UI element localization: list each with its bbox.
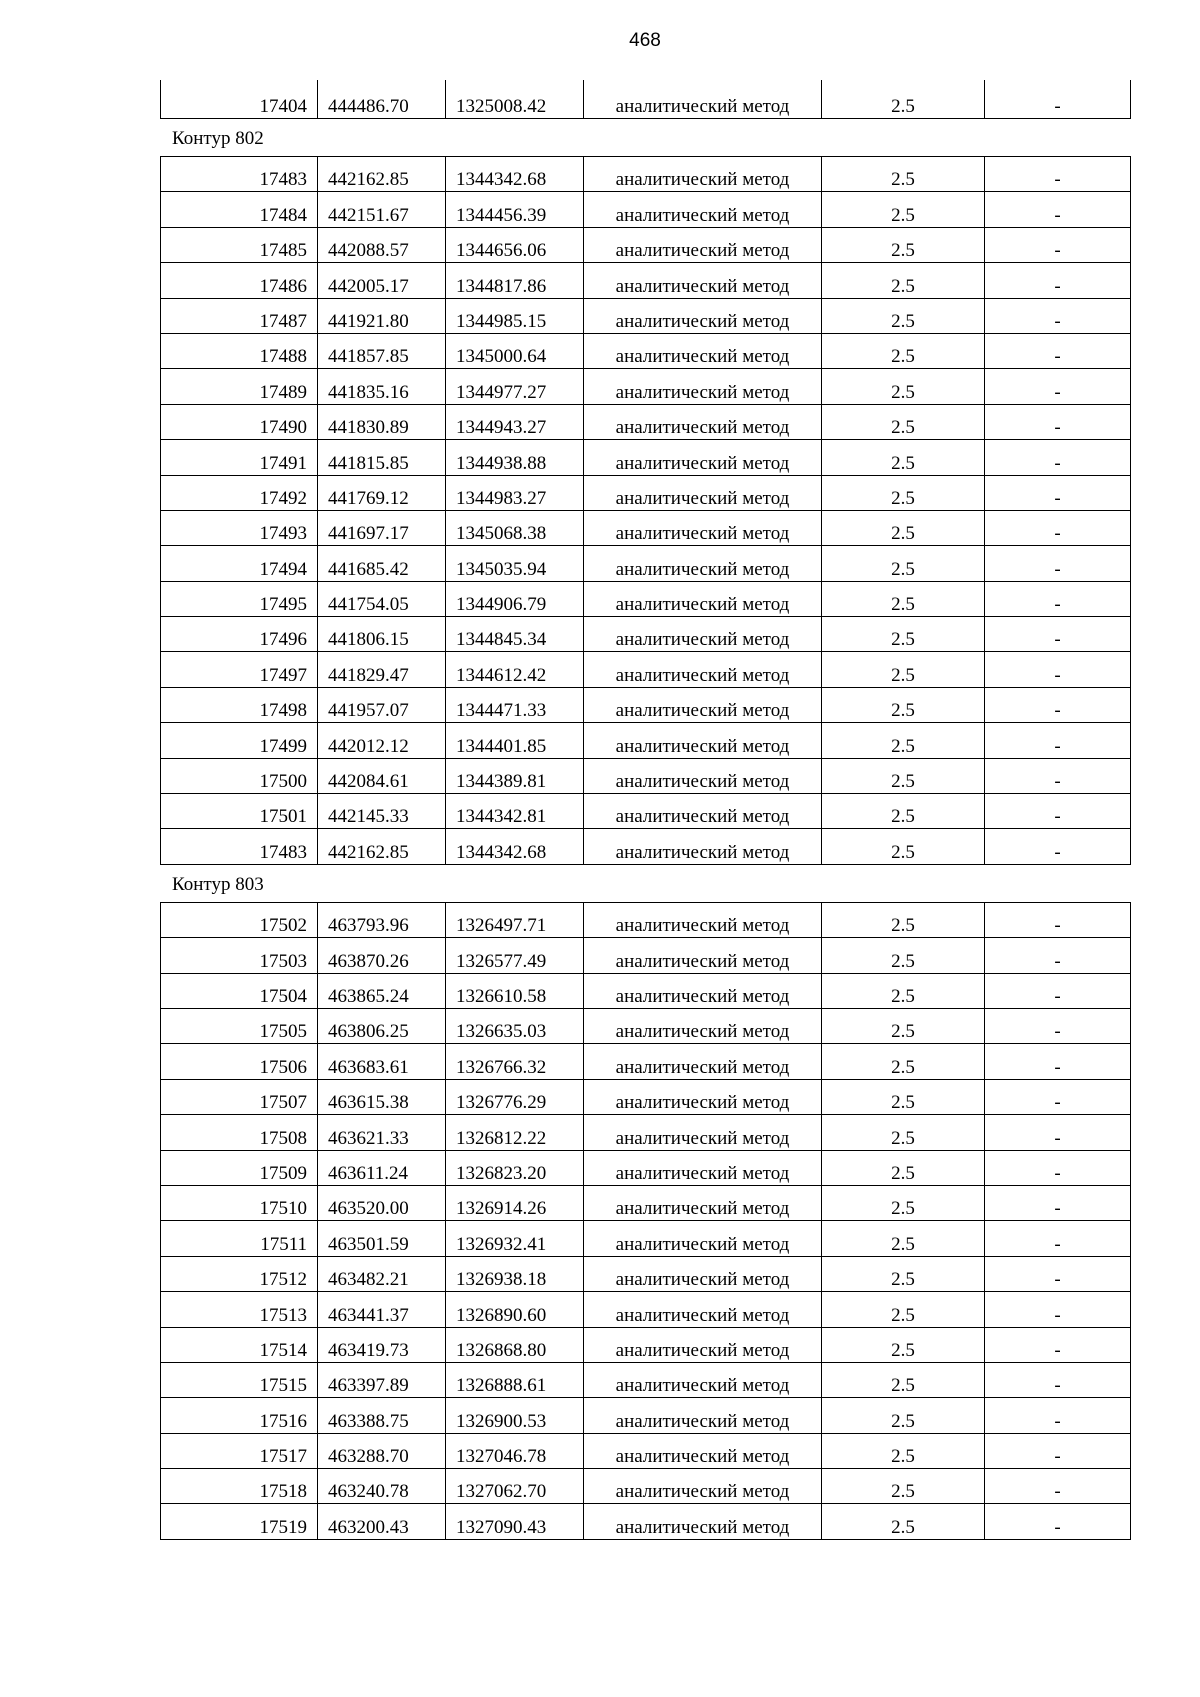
method-cell: аналитический метод <box>584 652 822 687</box>
x-coordinate-cell: 441830.89 <box>318 404 446 439</box>
accuracy-cell: 2.5 <box>822 1469 985 1504</box>
table-row <box>161 80 1131 119</box>
method-cell: аналитический метод <box>584 1079 822 1114</box>
description-cell: - <box>985 1398 1131 1433</box>
y-coordinate-cell: 1326577.49 <box>446 938 584 973</box>
point-number-cell: 17508 <box>161 1115 318 1150</box>
table-row <box>161 192 1131 227</box>
y-coordinate-cell: 1344342.81 <box>446 794 584 829</box>
accuracy-cell: 2.5 <box>822 1079 985 1114</box>
x-coordinate-cell: 441957.07 <box>318 687 446 722</box>
y-coordinate-cell: 1326610.58 <box>446 973 584 1008</box>
y-coordinate-cell: 1326766.32 <box>446 1044 584 1079</box>
method-cell: аналитический метод <box>584 687 822 722</box>
point-number-cell: 17503 <box>161 938 318 973</box>
accuracy-cell: 2.5 <box>822 475 985 510</box>
point-number-cell: 17483 <box>161 829 318 864</box>
point-number-cell: 17509 <box>161 1150 318 1185</box>
accuracy-cell: 2.5 <box>822 1398 985 1433</box>
x-coordinate-cell: 463520.00 <box>318 1185 446 1220</box>
accuracy-cell: 2.5 <box>822 510 985 545</box>
y-coordinate-cell: 1344656.06 <box>446 227 584 262</box>
description-cell: - <box>985 1044 1131 1079</box>
method-cell: аналитический метод <box>584 440 822 475</box>
point-number-cell: 17515 <box>161 1362 318 1397</box>
x-coordinate-cell: 442162.85 <box>318 157 446 192</box>
accuracy-cell: 2.5 <box>822 263 985 298</box>
description-cell: - <box>985 440 1131 475</box>
accuracy-cell: 2.5 <box>822 1185 985 1220</box>
table-row <box>161 1256 1131 1291</box>
point-number-cell: 17490 <box>161 404 318 439</box>
table-row <box>161 1079 1131 1114</box>
point-number-cell: 17493 <box>161 510 318 545</box>
point-number-cell: 17500 <box>161 758 318 793</box>
contour-title: Контур 803 <box>172 873 264 895</box>
contour-table <box>160 156 1131 865</box>
y-coordinate-cell: 1344985.15 <box>446 298 584 333</box>
contour-title: Контур 802 <box>172 128 264 149</box>
accuracy-cell: 2.5 <box>822 758 985 793</box>
point-number-cell: 17512 <box>161 1256 318 1291</box>
y-coordinate-cell: 1326938.18 <box>446 1256 584 1291</box>
table-row <box>161 687 1131 722</box>
y-coordinate-cell: 1344817.86 <box>446 263 584 298</box>
description-cell: - <box>985 80 1131 119</box>
description-cell: - <box>985 1362 1131 1397</box>
table-row <box>161 263 1131 298</box>
method-cell: аналитический метод <box>584 1044 822 1079</box>
y-coordinate-cell: 1326900.53 <box>446 1398 584 1433</box>
x-coordinate-cell: 463611.24 <box>318 1150 446 1185</box>
accuracy-cell: 2.5 <box>822 723 985 758</box>
accuracy-cell: 2.5 <box>822 1150 985 1185</box>
table-row <box>161 938 1131 973</box>
point-number-cell: 17514 <box>161 1327 318 1362</box>
description-cell: - <box>985 1221 1131 1256</box>
description-cell: - <box>985 723 1131 758</box>
method-cell: аналитический метод <box>584 1221 822 1256</box>
contours <box>160 119 1074 1540</box>
method-cell: аналитический метод <box>584 723 822 758</box>
point-number-cell: 17517 <box>161 1433 318 1468</box>
point-number-cell: 17505 <box>161 1008 318 1043</box>
accuracy-cell: 2.5 <box>822 687 985 722</box>
point-number-cell: 17498 <box>161 687 318 722</box>
point-number-cell: 17516 <box>161 1398 318 1433</box>
table-row <box>161 758 1131 793</box>
description-cell: - <box>985 1469 1131 1504</box>
method-cell: аналитический метод <box>584 1398 822 1433</box>
method-cell: аналитический метод <box>584 938 822 973</box>
point-number-cell: 17499 <box>161 723 318 758</box>
accuracy-cell: 2.5 <box>822 794 985 829</box>
table-row <box>161 1115 1131 1150</box>
method-cell: аналитический метод <box>584 546 822 581</box>
y-coordinate-cell: 1325008.42 <box>446 80 584 119</box>
y-coordinate-cell: 1344389.81 <box>446 758 584 793</box>
table-row <box>161 369 1131 404</box>
point-number-cell: 17519 <box>161 1504 318 1539</box>
accuracy-cell: 2.5 <box>822 1115 985 1150</box>
x-coordinate-cell: 441697.17 <box>318 510 446 545</box>
table-row <box>161 1292 1131 1327</box>
point-number-cell: 17483 <box>161 157 318 192</box>
x-coordinate-cell: 463501.59 <box>318 1221 446 1256</box>
table-row <box>161 157 1131 192</box>
point-number-cell: 17484 <box>161 192 318 227</box>
method-cell: аналитический метод <box>584 157 822 192</box>
point-number-cell: 17487 <box>161 298 318 333</box>
method-cell: аналитический метод <box>584 1008 822 1043</box>
description-cell: - <box>985 510 1131 545</box>
method-cell: аналитический метод <box>584 902 822 937</box>
method-cell: аналитический метод <box>584 581 822 616</box>
description-cell: - <box>985 227 1131 262</box>
point-number-cell: 17507 <box>161 1079 318 1114</box>
accuracy-cell: 2.5 <box>822 440 985 475</box>
method-cell: аналитический метод <box>584 404 822 439</box>
y-coordinate-cell: 1326497.71 <box>446 902 584 937</box>
method-cell: аналитический метод <box>584 1362 822 1397</box>
y-coordinate-cell: 1344906.79 <box>446 581 584 616</box>
table-row <box>161 581 1131 616</box>
y-coordinate-cell: 1345000.64 <box>446 333 584 368</box>
x-coordinate-cell: 442012.12 <box>318 723 446 758</box>
page-number: 468 <box>629 30 661 51</box>
accuracy-cell: 2.5 <box>822 369 985 404</box>
point-number-cell: 17518 <box>161 1469 318 1504</box>
description-cell: - <box>985 1008 1131 1043</box>
accuracy-cell: 2.5 <box>822 581 985 616</box>
accuracy-cell: 2.5 <box>822 652 985 687</box>
accuracy-cell: 2.5 <box>822 157 985 192</box>
table-row <box>161 546 1131 581</box>
table-row <box>161 829 1131 864</box>
method-cell: аналитический метод <box>584 794 822 829</box>
method-cell: аналитический метод <box>584 263 822 298</box>
method-cell: аналитический метод <box>584 475 822 510</box>
accuracy-cell: 2.5 <box>822 1433 985 1468</box>
x-coordinate-cell: 463683.61 <box>318 1044 446 1079</box>
point-number-cell: 17511 <box>161 1221 318 1256</box>
accuracy-cell: 2.5 <box>822 902 985 937</box>
x-coordinate-cell: 441769.12 <box>318 475 446 510</box>
y-coordinate-cell: 1326868.80 <box>446 1327 584 1362</box>
description-cell: - <box>985 333 1131 368</box>
method-cell: аналитический метод <box>584 1150 822 1185</box>
table-row <box>161 723 1131 758</box>
table-row <box>161 1469 1131 1504</box>
accuracy-cell: 2.5 <box>822 1504 985 1539</box>
table-row <box>161 1044 1131 1079</box>
method-cell: аналитический метод <box>584 758 822 793</box>
x-coordinate-cell: 463240.78 <box>318 1469 446 1504</box>
table-row <box>161 298 1131 333</box>
x-coordinate-cell: 463397.89 <box>318 1362 446 1397</box>
y-coordinate-cell: 1326914.26 <box>446 1185 584 1220</box>
accuracy-cell: 2.5 <box>822 333 985 368</box>
y-coordinate-cell: 1344342.68 <box>446 157 584 192</box>
description-cell: - <box>985 687 1131 722</box>
x-coordinate-cell: 463441.37 <box>318 1292 446 1327</box>
table-row <box>161 404 1131 439</box>
y-coordinate-cell: 1327090.43 <box>446 1504 584 1539</box>
x-coordinate-cell: 441685.42 <box>318 546 446 581</box>
description-cell: - <box>985 369 1131 404</box>
method-cell: аналитический метод <box>584 1115 822 1150</box>
x-coordinate-cell: 442088.57 <box>318 227 446 262</box>
description-cell: - <box>985 1504 1131 1539</box>
y-coordinate-cell: 1344471.33 <box>446 687 584 722</box>
method-cell: аналитический метод <box>584 617 822 652</box>
x-coordinate-cell: 463865.24 <box>318 973 446 1008</box>
table-row <box>161 902 1131 937</box>
accuracy-cell: 2.5 <box>822 1044 985 1079</box>
method-cell: аналитический метод <box>584 973 822 1008</box>
description-cell: - <box>985 263 1131 298</box>
method-cell: аналитический метод <box>584 1327 822 1362</box>
description-cell: - <box>985 1256 1131 1291</box>
y-coordinate-cell: 1326812.22 <box>446 1115 584 1150</box>
table-row <box>161 617 1131 652</box>
y-coordinate-cell: 1345035.94 <box>446 546 584 581</box>
y-coordinate-cell: 1327046.78 <box>446 1433 584 1468</box>
x-coordinate-cell: 442162.85 <box>318 829 446 864</box>
table-row <box>161 1221 1131 1256</box>
accuracy-cell: 2.5 <box>822 938 985 973</box>
description-cell: - <box>985 475 1131 510</box>
method-cell: аналитический метод <box>584 192 822 227</box>
y-coordinate-cell: 1344943.27 <box>446 404 584 439</box>
accuracy-cell: 2.5 <box>822 227 985 262</box>
table-row <box>161 794 1131 829</box>
x-coordinate-cell: 444486.70 <box>318 80 446 119</box>
method-cell: аналитический метод <box>584 369 822 404</box>
description-cell: - <box>985 192 1131 227</box>
table-row <box>161 333 1131 368</box>
first-row-body <box>161 80 1131 119</box>
coordinates-document <box>160 80 1074 1540</box>
point-number-cell: 17513 <box>161 1292 318 1327</box>
description-cell: - <box>985 298 1131 333</box>
point-number-cell: 17497 <box>161 652 318 687</box>
point-number-cell: 17404 <box>161 80 318 119</box>
point-number-cell: 17486 <box>161 263 318 298</box>
y-coordinate-cell: 1326635.03 <box>446 1008 584 1043</box>
description-cell: - <box>985 1292 1131 1327</box>
y-coordinate-cell: 1326776.29 <box>446 1079 584 1114</box>
accuracy-cell: 2.5 <box>822 1292 985 1327</box>
description-cell: - <box>985 1115 1131 1150</box>
x-coordinate-cell: 463806.25 <box>318 1008 446 1043</box>
method-cell: аналитический метод <box>584 1292 822 1327</box>
table-row <box>161 1185 1131 1220</box>
method-cell: аналитический метод <box>584 1504 822 1539</box>
table-row <box>161 973 1131 1008</box>
method-cell: аналитический метод <box>584 1185 822 1220</box>
table-row <box>161 227 1131 262</box>
point-number-cell: 17494 <box>161 546 318 581</box>
y-coordinate-cell: 1344983.27 <box>446 475 584 510</box>
x-coordinate-cell: 441921.80 <box>318 298 446 333</box>
point-number-cell: 17506 <box>161 1044 318 1079</box>
description-cell: - <box>985 617 1131 652</box>
x-coordinate-cell: 463621.33 <box>318 1115 446 1150</box>
point-number-cell: 17496 <box>161 617 318 652</box>
x-coordinate-cell: 441829.47 <box>318 652 446 687</box>
accuracy-cell: 2.5 <box>822 192 985 227</box>
accuracy-cell: 2.5 <box>822 546 985 581</box>
method-cell: аналитический метод <box>584 829 822 864</box>
accuracy-cell: 2.5 <box>822 298 985 333</box>
description-cell: - <box>985 581 1131 616</box>
accuracy-cell: 2.5 <box>822 973 985 1008</box>
x-coordinate-cell: 442005.17 <box>318 263 446 298</box>
accuracy-cell: 2.5 <box>822 1362 985 1397</box>
description-cell: - <box>985 829 1131 864</box>
first-row-table <box>160 80 1131 119</box>
method-cell: аналитический метод <box>584 80 822 119</box>
method-cell: аналитический метод <box>584 1469 822 1504</box>
y-coordinate-cell: 1344456.39 <box>446 192 584 227</box>
description-cell: - <box>985 1185 1131 1220</box>
point-number-cell: 17491 <box>161 440 318 475</box>
accuracy-cell: 2.5 <box>822 1008 985 1043</box>
description-cell: - <box>985 758 1131 793</box>
x-coordinate-cell: 441806.15 <box>318 617 446 652</box>
description-cell: - <box>985 1079 1131 1114</box>
y-coordinate-cell: 1344612.42 <box>446 652 584 687</box>
y-coordinate-cell: 1327062.70 <box>446 1469 584 1504</box>
table-row <box>161 1150 1131 1185</box>
x-coordinate-cell: 463482.21 <box>318 1256 446 1291</box>
description-cell: - <box>985 652 1131 687</box>
point-number-cell: 17489 <box>161 369 318 404</box>
table-row <box>161 510 1131 545</box>
table-row <box>161 1008 1131 1043</box>
description-cell: - <box>985 404 1131 439</box>
accuracy-cell: 2.5 <box>822 404 985 439</box>
accuracy-cell: 2.5 <box>822 80 985 119</box>
x-coordinate-cell: 463288.70 <box>318 1433 446 1468</box>
y-coordinate-cell: 1344845.34 <box>446 617 584 652</box>
point-number-cell: 17510 <box>161 1185 318 1220</box>
point-number-cell: 17502 <box>161 902 318 937</box>
method-cell: аналитический метод <box>584 1433 822 1468</box>
x-coordinate-cell: 441754.05 <box>318 581 446 616</box>
table-row <box>161 1433 1131 1468</box>
y-coordinate-cell: 1344938.88 <box>446 440 584 475</box>
x-coordinate-cell: 463388.75 <box>318 1398 446 1433</box>
point-number-cell: 17485 <box>161 227 318 262</box>
method-cell: аналитический метод <box>584 510 822 545</box>
accuracy-cell: 2.5 <box>822 1327 985 1362</box>
method-cell: аналитический метод <box>584 1256 822 1291</box>
x-coordinate-cell: 441835.16 <box>318 369 446 404</box>
description-cell: - <box>985 902 1131 937</box>
y-coordinate-cell: 1326932.41 <box>446 1221 584 1256</box>
contour-table <box>160 902 1131 1540</box>
y-coordinate-cell: 1344401.85 <box>446 723 584 758</box>
accuracy-cell: 2.5 <box>822 617 985 652</box>
description-cell: - <box>985 1327 1131 1362</box>
point-number-cell: 17501 <box>161 794 318 829</box>
x-coordinate-cell: 442084.61 <box>318 758 446 793</box>
description-cell: - <box>985 794 1131 829</box>
y-coordinate-cell: 1326890.60 <box>446 1292 584 1327</box>
x-coordinate-cell: 463615.38 <box>318 1079 446 1114</box>
y-coordinate-cell: 1345068.38 <box>446 510 584 545</box>
description-cell: - <box>985 157 1131 192</box>
description-cell: - <box>985 973 1131 1008</box>
table-row <box>161 1504 1131 1539</box>
y-coordinate-cell: 1344342.68 <box>446 829 584 864</box>
x-coordinate-cell: 463793.96 <box>318 902 446 937</box>
x-coordinate-cell: 463870.26 <box>318 938 446 973</box>
accuracy-cell: 2.5 <box>822 829 985 864</box>
description-cell: - <box>985 546 1131 581</box>
table-row <box>161 1362 1131 1397</box>
table-row <box>161 652 1131 687</box>
y-coordinate-cell: 1326888.61 <box>446 1362 584 1397</box>
point-number-cell: 17492 <box>161 475 318 510</box>
x-coordinate-cell: 442151.67 <box>318 192 446 227</box>
method-cell: аналитический метод <box>584 227 822 262</box>
x-coordinate-cell: 442145.33 <box>318 794 446 829</box>
y-coordinate-cell: 1326823.20 <box>446 1150 584 1185</box>
point-number-cell: 17495 <box>161 581 318 616</box>
table-row <box>161 475 1131 510</box>
method-cell: аналитический метод <box>584 298 822 333</box>
accuracy-cell: 2.5 <box>822 1256 985 1291</box>
accuracy-cell: 2.5 <box>822 1221 985 1256</box>
description-cell: - <box>985 1150 1131 1185</box>
table-row <box>161 1398 1131 1433</box>
description-cell: - <box>985 938 1131 973</box>
x-coordinate-cell: 463419.73 <box>318 1327 446 1362</box>
point-number-cell: 17504 <box>161 973 318 1008</box>
description-cell: - <box>985 1433 1131 1468</box>
table-row <box>161 1327 1131 1362</box>
x-coordinate-cell: 441857.85 <box>318 333 446 368</box>
table-row <box>161 440 1131 475</box>
y-coordinate-cell: 1344977.27 <box>446 369 584 404</box>
point-number-cell: 17488 <box>161 333 318 368</box>
method-cell: аналитический метод <box>584 333 822 368</box>
x-coordinate-cell: 441815.85 <box>318 440 446 475</box>
x-coordinate-cell: 463200.43 <box>318 1504 446 1539</box>
